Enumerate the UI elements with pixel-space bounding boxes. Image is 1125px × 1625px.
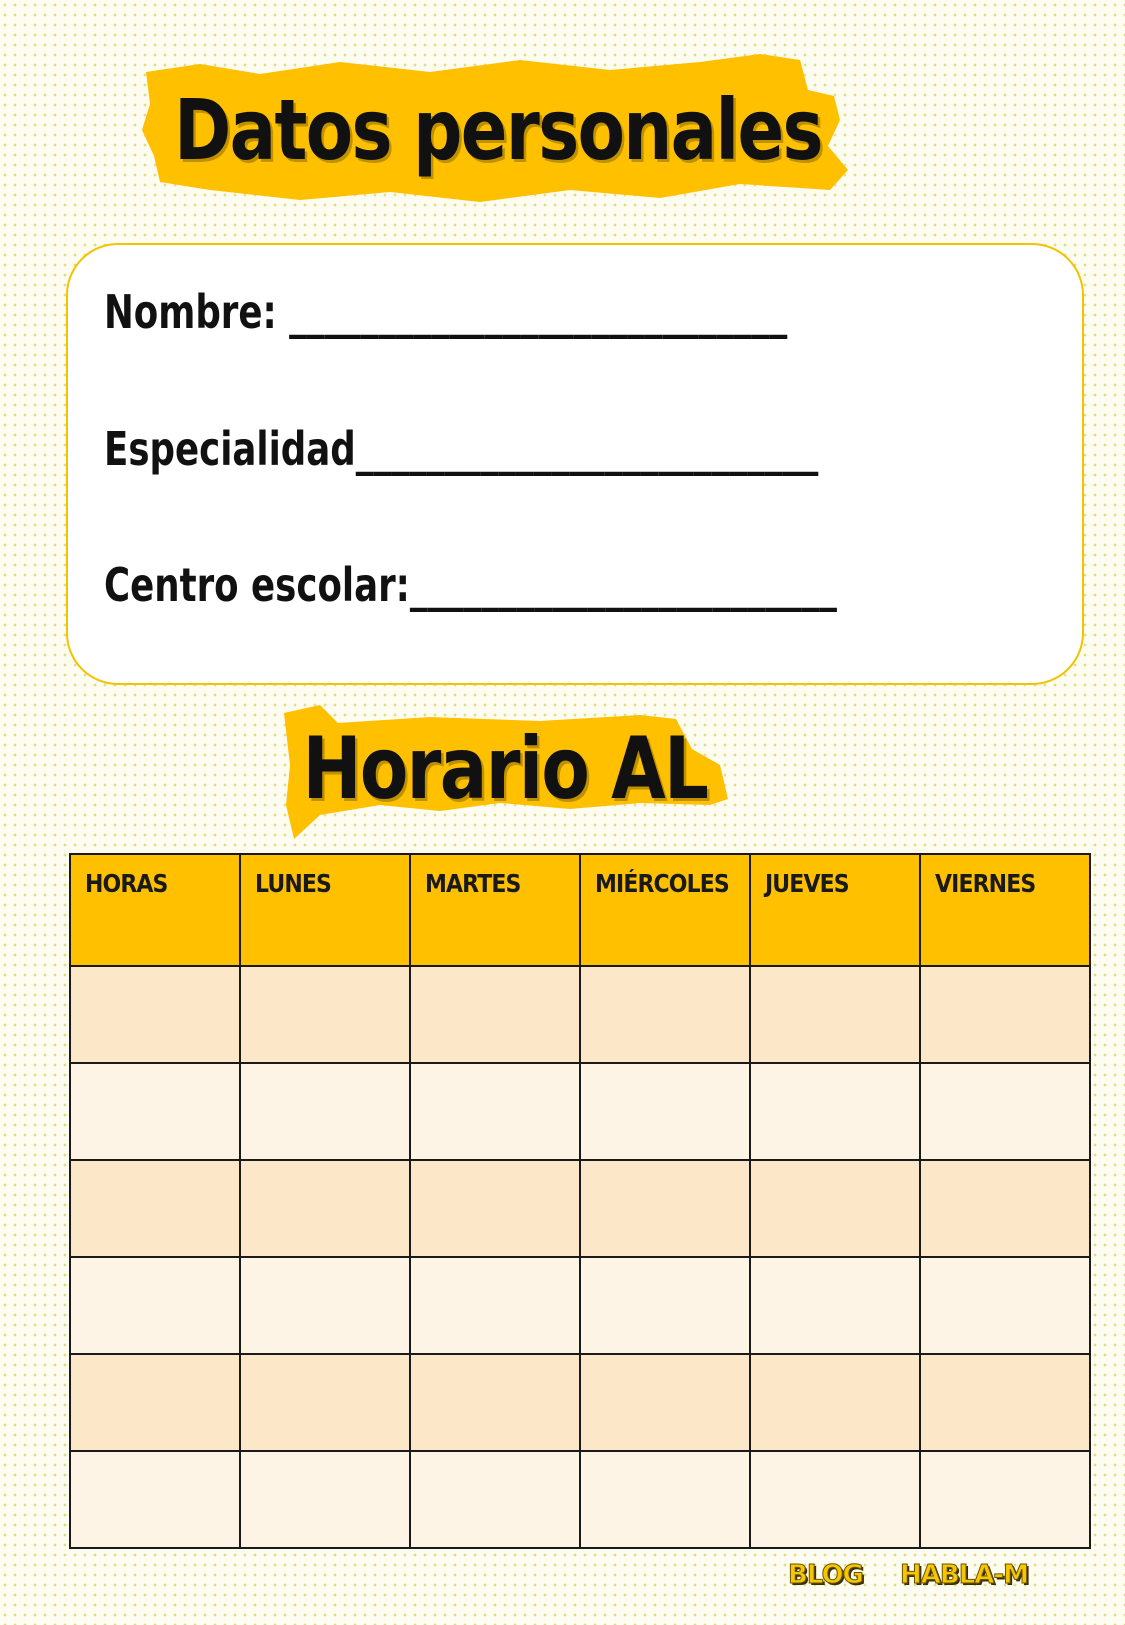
header-thursday: JUEVES	[750, 854, 920, 966]
table-cell[interactable]	[920, 1160, 1090, 1257]
personal-data-title-banner	[140, 50, 856, 210]
table-cell[interactable]	[240, 1451, 410, 1548]
header-tuesday: MARTES	[410, 854, 580, 966]
table-cell[interactable]	[240, 1257, 410, 1354]
table-cell[interactable]	[580, 1063, 750, 1160]
table-cell[interactable]	[580, 966, 750, 1063]
table-cell[interactable]	[240, 1160, 410, 1257]
school-blank: ________________________	[409, 558, 837, 612]
schedule-title: Horario AL	[302, 719, 708, 819]
school-field[interactable]	[104, 558, 837, 612]
table-cell[interactable]	[410, 1160, 580, 1257]
table-cell[interactable]	[920, 1257, 1090, 1354]
footer-brand-label: HABLA-M	[900, 1560, 1029, 1590]
table-cell[interactable]	[240, 966, 410, 1063]
table-cell[interactable]	[920, 1063, 1090, 1160]
name-field[interactable]	[104, 285, 787, 339]
schedule-table	[69, 853, 1091, 1549]
footer-blog-label: BLOG	[788, 1560, 863, 1590]
header-wednesday: MIÉRCOLES	[580, 854, 750, 966]
specialty-label: Especialidad	[104, 422, 356, 476]
table-cell[interactable]	[580, 1451, 750, 1548]
school-label: Centro escolar:	[104, 558, 410, 612]
table-cell[interactable]	[410, 1063, 580, 1160]
table-row	[70, 1354, 1090, 1451]
table-row	[70, 966, 1090, 1063]
personal-data-title: Datos personales	[174, 81, 822, 179]
table-cell[interactable]	[70, 1257, 240, 1354]
table-cell[interactable]	[750, 1451, 920, 1548]
table-cell[interactable]	[70, 1354, 240, 1451]
table-cell[interactable]	[410, 966, 580, 1063]
header-hours: HORAS	[70, 854, 240, 966]
personal-data-card	[66, 243, 1084, 685]
table-cell[interactable]	[70, 1160, 240, 1257]
table-cell[interactable]	[920, 1354, 1090, 1451]
table-cell[interactable]	[70, 966, 240, 1063]
name-blank: ____________________________	[289, 285, 788, 339]
schedule-header-row	[70, 854, 1090, 966]
table-cell[interactable]	[750, 966, 920, 1063]
table-cell[interactable]	[410, 1257, 580, 1354]
table-row	[70, 1257, 1090, 1354]
table-row	[70, 1063, 1090, 1160]
table-cell[interactable]	[750, 1063, 920, 1160]
table-cell[interactable]	[750, 1354, 920, 1451]
table-cell[interactable]	[580, 1354, 750, 1451]
name-label: Nombre:	[104, 285, 290, 339]
header-friday: VIERNES	[920, 854, 1090, 966]
table-cell[interactable]	[410, 1451, 580, 1548]
table-cell[interactable]	[750, 1160, 920, 1257]
schedule-title-banner	[280, 705, 730, 843]
specialty-field[interactable]	[104, 422, 818, 476]
header-monday: LUNES	[240, 854, 410, 966]
table-cell[interactable]	[240, 1063, 410, 1160]
table-row	[70, 1160, 1090, 1257]
table-cell[interactable]	[580, 1160, 750, 1257]
table-cell[interactable]	[410, 1354, 580, 1451]
table-cell[interactable]	[920, 966, 1090, 1063]
table-cell[interactable]	[580, 1257, 750, 1354]
table-cell[interactable]	[240, 1354, 410, 1451]
table-cell[interactable]	[750, 1257, 920, 1354]
specialty-blank: __________________________	[355, 422, 819, 476]
table-cell[interactable]	[70, 1063, 240, 1160]
table-row	[70, 1451, 1090, 1548]
table-cell[interactable]	[920, 1451, 1090, 1548]
table-cell[interactable]	[70, 1451, 240, 1548]
